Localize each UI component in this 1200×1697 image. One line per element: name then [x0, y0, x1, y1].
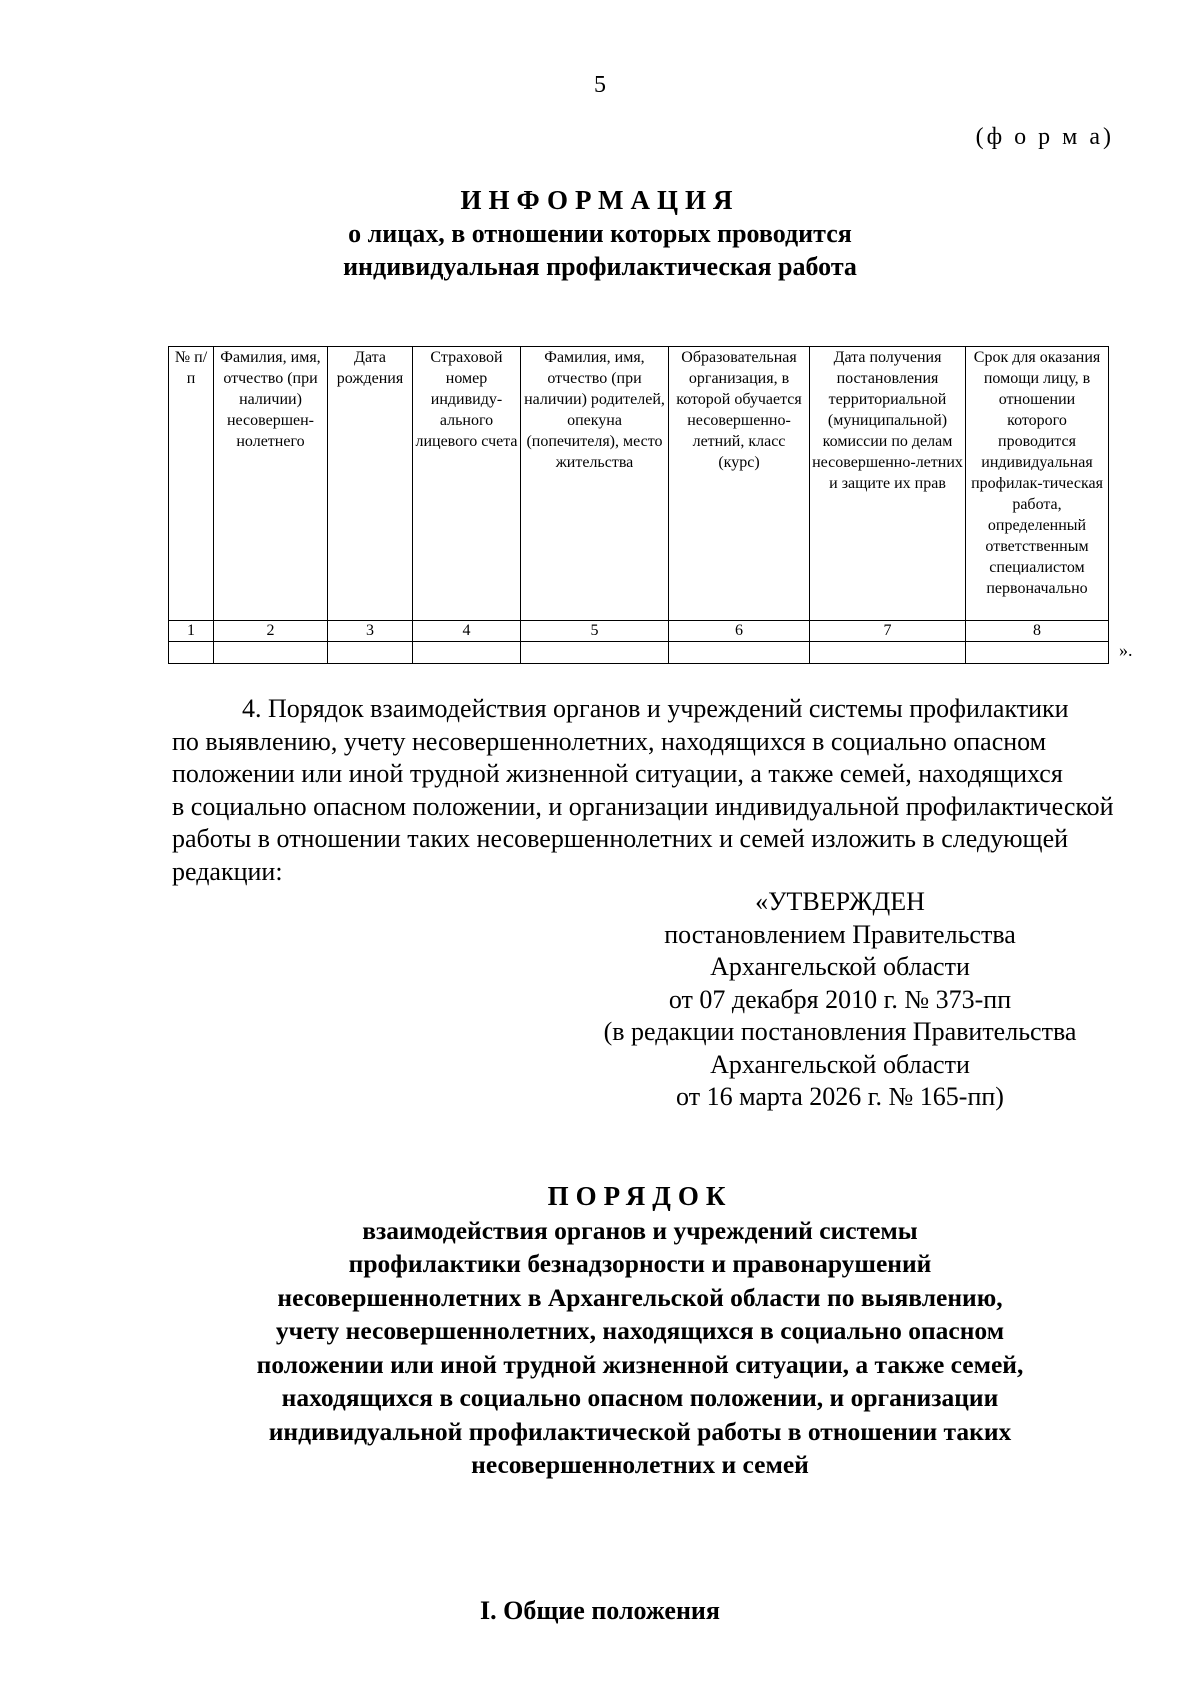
table-number-cell: 6: [669, 621, 810, 642]
order-heading-line: несовершеннолетних и семей: [471, 1450, 809, 1479]
table-empty-cell: [810, 642, 966, 664]
approval-block: [560, 886, 1120, 1114]
table-closing-mark: ».: [1119, 640, 1133, 660]
table-header-row: [169, 347, 1109, 621]
paragraph-line: редакции:: [172, 856, 283, 886]
table-empty-row: [169, 642, 1109, 664]
table-number-cell: 3: [328, 621, 413, 642]
table-empty-cell: [328, 642, 413, 664]
approval-line: (в редакции постановления Правительства: [603, 1017, 1077, 1046]
order-heading: [160, 1180, 1120, 1482]
approval-line: Архангельской области: [710, 952, 970, 981]
approval-line: Архангельской области: [710, 1049, 970, 1079]
info-heading: [0, 184, 1200, 283]
order-heading-line: профилактики безнадзорности и правонарушений: [348, 1249, 932, 1278]
paragraph-line: работы в отношении таких несовершеннолетних и семей изложить в следующей: [172, 824, 1069, 853]
table-number-cell: 7: [810, 621, 966, 642]
amendment-paragraph: [172, 693, 1117, 888]
approval-line: от 07 декабря 2010 г. № 373-пп: [668, 984, 1012, 1014]
table-empty-cell: [413, 642, 521, 664]
table-number-row: [169, 621, 1109, 642]
table-number-cell: 4: [413, 621, 521, 642]
approval-line: «УТВЕРЖДЕН: [755, 887, 925, 916]
table-header-cell: Срок для оказания помощи лицу, в отношении которого проводится индивидуальная профилак-тическая работа, определенный ответственным специалистом первоначально: [966, 347, 1109, 621]
order-heading-line: положении или иной трудной жизненной ситуации, а также семей,: [256, 1349, 1024, 1379]
table-header-cell: Страховой номер индивиду-ального лицевого счета: [413, 347, 521, 621]
section-heading: I. Общие положения: [480, 1596, 720, 1625]
table-empty-cell: [521, 642, 669, 664]
table-empty-cell: [966, 642, 1109, 664]
table-empty-cell: [169, 642, 214, 664]
order-heading-title: ПОРЯДОК: [547, 1181, 733, 1211]
info-table: [168, 346, 1109, 664]
order-heading-line: несовершеннолетних в Архангельской области по выявлению,: [277, 1282, 1003, 1312]
paragraph-line: по выявлению, учету несовершеннолетних, находящихся в социально опасном: [172, 726, 1047, 756]
approval-line: от 16 марта 2026 г. № 165-пп): [676, 1082, 1004, 1111]
order-heading-line: взаимодействия органов и учреждений системы: [362, 1215, 918, 1245]
info-table-wrap: [168, 346, 1109, 664]
table-header-cell: Фамилия, имя, отчество (при наличии) несовершен-нолетнего: [214, 347, 328, 621]
table-header-cell: Дата рождения: [328, 347, 413, 621]
paragraph-line: положении или иной трудной жизненной ситуации, а также семей, находящихся: [172, 759, 1063, 788]
table-number-cell: 8: [966, 621, 1109, 642]
info-heading-line: индивидуальная профилактическая работа: [343, 252, 857, 281]
info-heading-line: о лицах, в отношении которых проводится: [348, 219, 852, 248]
approval-line: постановлением Правительства: [664, 919, 1016, 949]
form-label: (ф о р м а): [975, 124, 1114, 150]
table-header-cell: Дата получения постановления территориальной (муниципальной) комиссии по делам несовершенно-летних и защите их прав: [810, 347, 966, 621]
table-empty-cell: [669, 642, 810, 664]
table-header-cell: № п/п: [169, 347, 214, 621]
table-number-cell: 1: [169, 621, 214, 642]
paragraph-line: 4. Порядок взаимодействия органов и учреждений системы профилактики: [242, 694, 1069, 723]
page-number: 5: [594, 72, 606, 98]
table-number-cell: 5: [521, 621, 669, 642]
order-heading-line: находящихся в социально опасном положении, и организации: [281, 1383, 999, 1412]
paragraph-line: в социально опасном положении, и организации индивидуальной профилактической: [172, 791, 1114, 821]
table-empty-cell: [214, 642, 328, 664]
table-number-cell: 2: [214, 621, 328, 642]
order-heading-line: учету несовершеннолетних, находящихся в социально опасном: [275, 1316, 1005, 1345]
info-heading-title: ИНФОРМАЦИЯ: [460, 185, 740, 215]
order-heading-line: индивидуальной профилактической работы в отношении таких: [268, 1416, 1012, 1446]
table-header-cell: Фамилия, имя, отчество (при наличии) родителей, опекуна (попечителя), место жительства: [521, 347, 669, 621]
table-header-cell: Образовательная организация, в которой обучается несовершенно-летний, класс (курс): [669, 347, 810, 621]
